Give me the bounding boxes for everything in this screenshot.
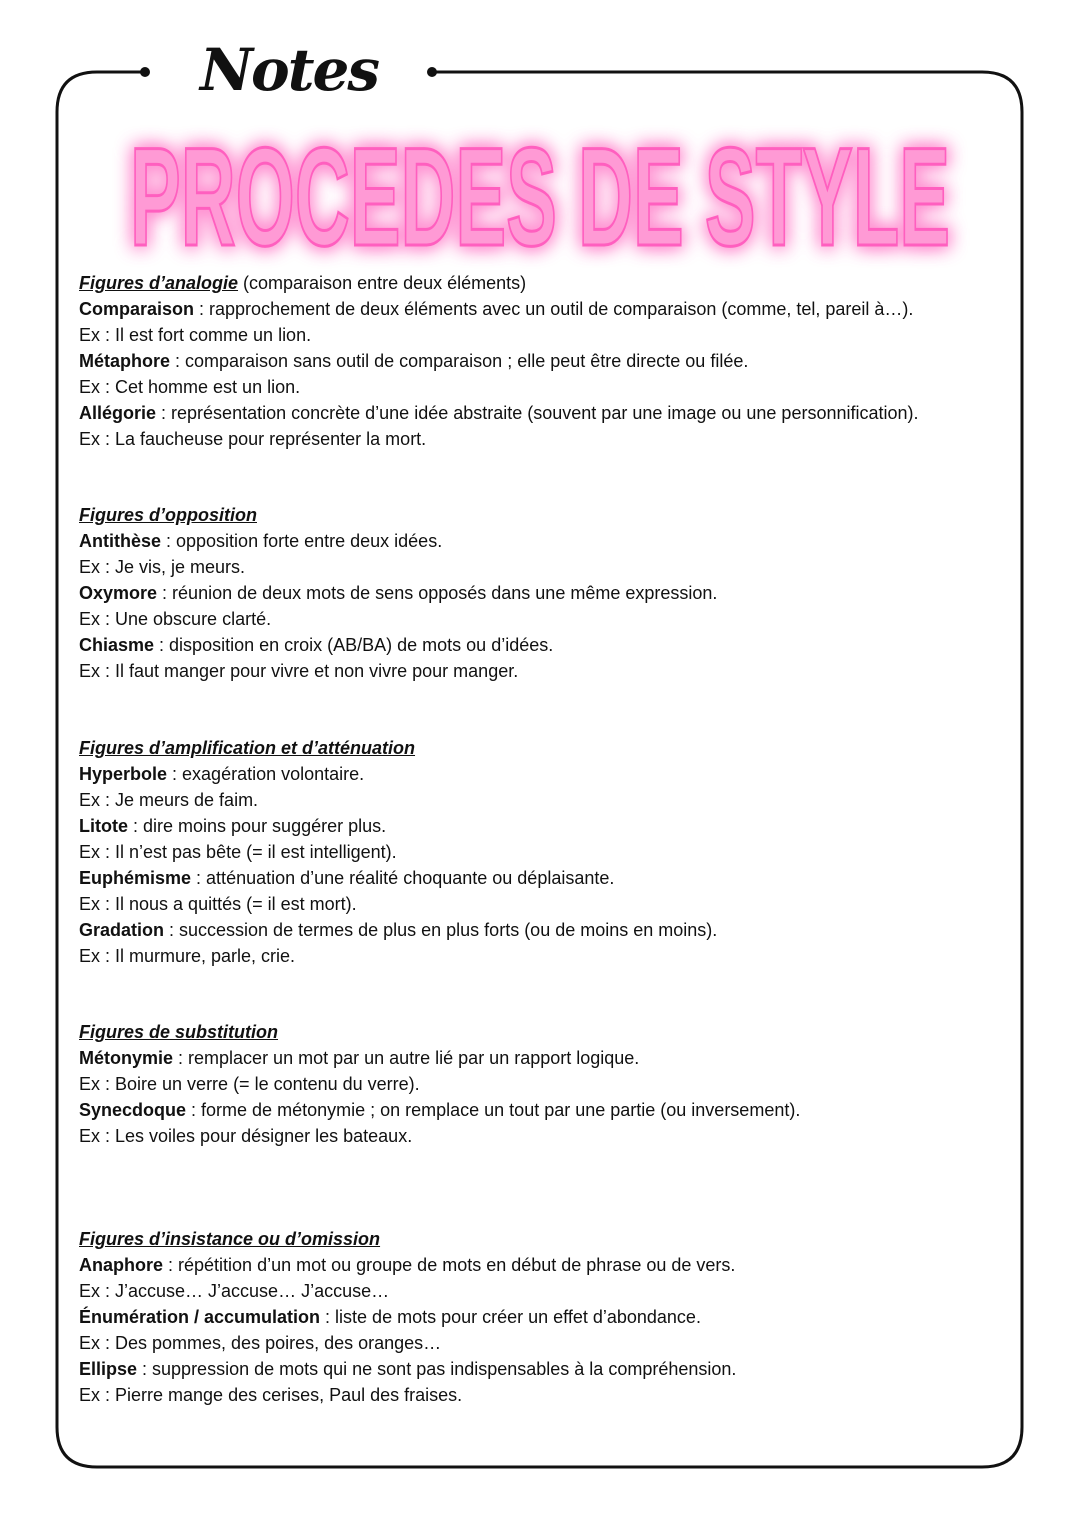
example-line: Ex : J’accuse… J’accuse… J’accuse…: [79, 1281, 390, 1301]
section-heading-line: [79, 735, 1009, 761]
definition: : rapprochement de deux éléments avec un outil de comparaison (comme, tel, pareil à…).: [194, 299, 914, 319]
term: Allégorie: [79, 403, 157, 423]
definition: : opposition forte entre deux idées.: [161, 531, 443, 551]
definition-line: [79, 296, 1009, 322]
section-heading: Figures d’opposition: [79, 505, 257, 525]
definition-line: [79, 1097, 1009, 1123]
term: Gradation: [79, 920, 165, 940]
definition: : comparaison sans outil de comparaison ; elle peut être directe ou filée.: [170, 351, 749, 371]
definition-line: [79, 865, 1009, 891]
term: Ellipse: [79, 1359, 138, 1379]
frame-dot-left: [140, 67, 150, 77]
definition-line: [79, 761, 1009, 787]
definition: : réunion de deux mots de sens opposés dans une même expression.: [157, 583, 718, 603]
example-line: Ex : Il nous a quittés (= il est mort).: [79, 894, 357, 914]
term: Antithèse: [79, 531, 162, 551]
section-heading: Figures d’insistance ou d’omission: [79, 1229, 381, 1249]
definition-line: [79, 400, 1009, 426]
term: Métaphore: [79, 351, 171, 371]
definition-line: [79, 813, 1009, 839]
term: Énumération / accumulation: [79, 1307, 321, 1327]
definition: : répétition d’un mot ou groupe de mots en début de phrase ou de vers.: [163, 1255, 736, 1275]
example-line: Ex : Une obscure clarté.: [79, 609, 272, 629]
section: [79, 735, 1009, 969]
definition: : disposition en croix (AB/BA) de mots ou d’idées.: [154, 635, 554, 655]
definition-line: [79, 528, 1009, 554]
term: Métonymie: [79, 1048, 174, 1068]
definition: : succession de termes de plus en plus forts (ou de moins en moins).: [164, 920, 718, 940]
section-heading: Figures d’amplification et d’atténuation: [79, 738, 416, 758]
example-line: Ex : Boire un verre (= le contenu du verre).: [79, 1074, 420, 1094]
definition-line: [79, 917, 1009, 943]
example-line: Ex : Les voiles pour désigner les bateaux.: [79, 1126, 413, 1146]
example-line: Ex : Je meurs de faim.: [79, 790, 259, 810]
section: [79, 1226, 1009, 1408]
section: [79, 1019, 1009, 1149]
term: Euphémisme: [79, 868, 192, 888]
section: [79, 502, 1009, 684]
definition: : liste de mots pour créer un effet d’abondance.: [320, 1307, 701, 1327]
example-line: Ex : Il faut manger pour vivre et non vivre pour manger.: [79, 661, 519, 681]
definition: : dire moins pour suggérer plus.: [128, 816, 387, 836]
definition-line: [79, 1356, 1009, 1382]
section-heading: Figures de substitution: [79, 1022, 279, 1042]
definition: : suppression de mots qui ne sont pas indispensables à la compréhension.: [137, 1359, 737, 1379]
section-heading-line: [79, 1226, 1009, 1252]
definition: : représentation concrète d’une idée abstraite (souvent par une image ou une personnification).: [156, 403, 919, 423]
term: Comparaison: [79, 299, 195, 319]
example-line: Ex : Cet homme est un lion.: [79, 377, 301, 397]
definition: : forme de métonymie ; on remplace un tout par une partie (ou inversement).: [186, 1100, 801, 1120]
example-line: Ex : Il n’est pas bête (= il est intelligent).: [79, 842, 397, 862]
example-line: Ex : Des pommes, des poires, des oranges…: [79, 1333, 442, 1353]
term: Chiasme: [79, 635, 155, 655]
example-line: Ex : Il murmure, parle, crie.: [79, 946, 296, 966]
term: Synecdoque: [79, 1100, 187, 1120]
example-line: Ex : Il est fort comme un lion.: [79, 325, 312, 345]
definition-line: [79, 1304, 1009, 1330]
page-title: PROCEDES DE STYLE: [130, 118, 950, 270]
definition-line: [79, 580, 1009, 606]
section-heading-line: [79, 270, 1009, 296]
definition: : atténuation d’une réalité choquante ou déplaisante.: [191, 868, 615, 888]
term: Litote: [79, 816, 128, 836]
example-line: Ex : Je vis, je meurs.: [79, 557, 246, 577]
section-subtitle: (comparaison entre deux éléments): [238, 273, 527, 293]
definition-line: [79, 632, 1009, 658]
example-line: Ex : Pierre mange des cerises, Paul des fraises.: [79, 1385, 463, 1405]
frame-dot-right: [427, 67, 437, 77]
section-heading-line: [79, 502, 1009, 528]
notes-label: Notes: [200, 36, 379, 104]
term: Anaphore: [79, 1255, 164, 1275]
example-line: Ex : La faucheuse pour représenter la mort.: [79, 429, 427, 449]
title-container: [0, 110, 1080, 270]
definition-line: [79, 348, 1009, 374]
definition-line: [79, 1045, 1009, 1071]
definition: : remplacer un mot par un autre lié par un rapport logique.: [173, 1048, 640, 1068]
section-heading-line: [79, 1019, 1009, 1045]
definition-line: [79, 1252, 1009, 1278]
section-heading: Figures d’analogie: [79, 273, 239, 293]
definition: : exagération volontaire.: [167, 764, 365, 784]
term: Oxymore: [79, 583, 158, 603]
term: Hyperbole: [79, 764, 168, 784]
section: [79, 270, 1009, 452]
